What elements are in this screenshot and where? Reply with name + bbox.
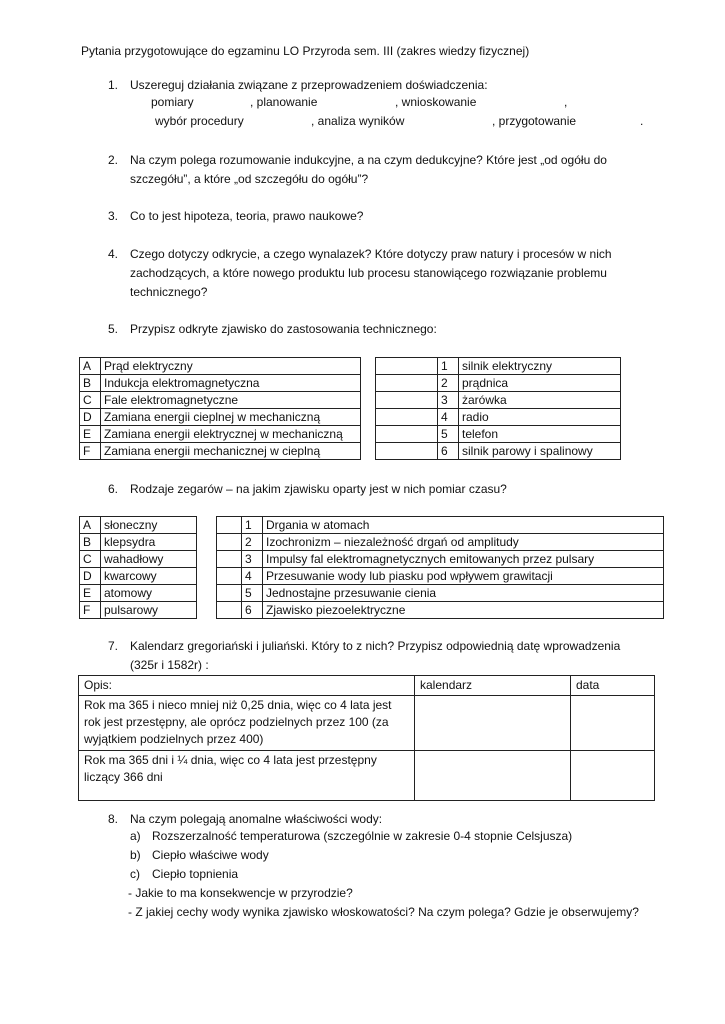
row-key: 2	[438, 375, 459, 392]
table-row	[79, 696, 655, 751]
row-value: Zjawisko piezoelektryczne	[263, 602, 664, 619]
table-row	[80, 409, 361, 426]
row-value: telefon	[459, 426, 621, 443]
question-text-line: Kalendarz gregoriański i juliański. Który to z nich? Przypisz odpowiednią datę wprowadzenia	[130, 639, 621, 653]
row-value: słoneczny	[101, 517, 197, 534]
table-row	[80, 551, 197, 568]
question-text-line: technicznego?	[130, 285, 208, 299]
row-value: Impulsy fal elektromagnetycznych emitowanych przez pulsary	[263, 551, 664, 568]
question-number: 4.	[108, 247, 119, 261]
blank-cell	[376, 358, 438, 375]
table-row	[80, 358, 361, 375]
question-number: 3.	[108, 209, 119, 223]
application-table	[375, 357, 621, 460]
question-number: 5.	[108, 322, 119, 336]
description-cell: Rok ma 365 i nieco mniej niż 0,25 dnia, więc co 4 lata jest rok jest przestępny, ale oprócz podzielnych przez 100 (za wyjątkiem podzielnych przez 400)	[79, 696, 415, 751]
row-key: 6	[438, 443, 459, 460]
calendar-answer-cell[interactable]	[415, 751, 571, 801]
q1-item-analysis: , analiza wyników	[311, 114, 405, 128]
row-value: Zamiana energii cieplnej w mechaniczną	[101, 409, 361, 426]
question-number: 2.	[108, 153, 119, 167]
blank-cell	[217, 517, 242, 534]
row-value: wahadłowy	[101, 551, 197, 568]
follow-up-question: - Jakie to ma konsekwencje w przyrodzie?	[128, 886, 353, 900]
question-text-line: Czego dotyczy odkrycie, a czego wynalazek? Które dotyczy praw natury i procesów w nich	[130, 247, 612, 261]
blank-cell	[217, 568, 242, 585]
table-row	[217, 568, 664, 585]
table-row	[80, 426, 361, 443]
table-row	[217, 602, 664, 619]
item-marker: b)	[130, 848, 141, 862]
column-header: Opis:	[79, 676, 415, 696]
row-value: Drgania w atomach	[263, 517, 664, 534]
row-key: A	[80, 517, 101, 534]
row-key: 5	[438, 426, 459, 443]
date-answer-cell[interactable]	[571, 696, 655, 751]
row-key: 3	[438, 392, 459, 409]
row-key: 2	[242, 534, 263, 551]
row-key: E	[80, 585, 101, 602]
blank-cell	[376, 375, 438, 392]
row-value: Zamiana energii mechanicznej w cieplną	[101, 443, 361, 460]
blank-cell	[376, 409, 438, 426]
row-value: żarówka	[459, 392, 621, 409]
table-row	[80, 568, 197, 585]
question-text-line: Na czym polega rozumowanie indukcyjne, a na czym dedukcyjne? Które jest „od ogółu do	[130, 153, 607, 167]
table-row	[80, 585, 197, 602]
item-text: Rozszerzalność temperaturowa (szczególnie w zakresie 0-4 stopnie Celsjusza)	[152, 829, 573, 843]
question-number: 8.	[108, 812, 119, 826]
blank-cell	[376, 392, 438, 409]
table-row	[376, 375, 621, 392]
table-row	[80, 534, 197, 551]
table-row	[217, 551, 664, 568]
row-key: F	[80, 602, 101, 619]
row-value: Izochronizm – niezależność drgań od amplitudy	[263, 534, 664, 551]
phenomenon-table	[216, 516, 664, 619]
table-row	[80, 517, 197, 534]
blank-cell	[217, 602, 242, 619]
q1-item-procedure: wybór procedury	[155, 114, 244, 128]
row-key: 5	[242, 585, 263, 602]
row-key: B	[80, 534, 101, 551]
row-value: Zamiana energii elektrycznej w mechaniczną	[101, 426, 361, 443]
question-text: Na czym polegają anomalne właściwości wody:	[130, 812, 383, 826]
column-header: data	[571, 676, 655, 696]
question-text: Przypisz odkryte zjawisko do zastosowania technicznego:	[130, 322, 437, 336]
row-value: radio	[459, 409, 621, 426]
row-value: Prąd elektryczny	[101, 358, 361, 375]
blank-cell	[217, 551, 242, 568]
table-row	[80, 392, 361, 409]
row-value: silnik parowy i spalinowy	[459, 443, 621, 460]
row-key: 6	[242, 602, 263, 619]
question-text: Co to jest hipoteza, teoria, prawo naukowe?	[130, 209, 364, 223]
row-value: klepsydra	[101, 534, 197, 551]
row-key: C	[80, 551, 101, 568]
row-value: pulsarowy	[101, 602, 197, 619]
q1-item-conclusions: , wnioskowanie	[395, 95, 477, 109]
q1-item-measurements: pomiary	[151, 95, 194, 109]
row-key: 4	[242, 568, 263, 585]
calendar-table	[78, 675, 655, 801]
question-text-line: zachodzących, a które nowego produktu lub procesu stanowiącego rozwiązanie problemu	[130, 266, 607, 280]
item-text: Ciepło topnienia	[152, 867, 239, 881]
table-row	[80, 375, 361, 392]
table-row	[217, 534, 664, 551]
item-marker: c)	[130, 867, 140, 881]
row-key: E	[80, 426, 101, 443]
question-text: Uszereguj działania związane z przeprowadzeniem doświadczenia:	[130, 78, 488, 92]
question-text-line: (325r i 1582r) :	[130, 658, 209, 672]
row-key: B	[80, 375, 101, 392]
row-key: A	[80, 358, 101, 375]
q1-item-comma: ,	[564, 95, 568, 109]
table-row	[217, 517, 664, 534]
blank-cell	[376, 426, 438, 443]
calendar-answer-cell[interactable]	[415, 696, 571, 751]
row-value: Fale elektromagnetyczne	[101, 392, 361, 409]
row-key: D	[80, 409, 101, 426]
q1-item-planning: , planowanie	[250, 95, 318, 109]
description-cell: Rok ma 365 dni i ¼ dnia, więc co 4 lata jest przestępny liczący 366 dni	[79, 751, 415, 801]
date-answer-cell[interactable]	[571, 751, 655, 801]
row-value: Przesuwanie wody lub piasku pod wpływem grawitacji	[263, 568, 664, 585]
q1-item-period: .	[640, 114, 644, 128]
document-title: Pytania przygotowujące do egzaminu LO Przyroda sem. III (zakres wiedzy fizycznej)	[81, 44, 530, 58]
row-value: atomowy	[101, 585, 197, 602]
table-header-row	[79, 676, 655, 696]
item-text: Ciepło właściwe wody	[152, 848, 269, 862]
question-text-line: szczegółu”, a które „od szczegółu do ogółu”?	[130, 172, 369, 186]
discovery-table	[79, 357, 361, 460]
row-key: 3	[242, 551, 263, 568]
question-text: Rodzaje zegarów – na jakim zjawisku oparty jest w nich pomiar czasu?	[130, 482, 507, 496]
table-row	[80, 443, 361, 460]
follow-up-question: - Z jakiej cechy wody wynika zjawisko włoskowatości? Na czym polega? Gdzie je obserwujemy?	[128, 905, 639, 919]
row-key: 1	[242, 517, 263, 534]
question-number: 7.	[108, 639, 119, 653]
row-key: 4	[438, 409, 459, 426]
table-row	[79, 751, 655, 801]
table-row	[376, 409, 621, 426]
blank-cell	[217, 534, 242, 551]
row-value: prądnica	[459, 375, 621, 392]
table-row	[80, 602, 197, 619]
clock-types-table	[79, 516, 197, 619]
blank-cell	[376, 443, 438, 460]
table-row	[376, 392, 621, 409]
row-value: Jednostajne przesuwanie cienia	[263, 585, 664, 602]
row-value: silnik elektryczny	[459, 358, 621, 375]
table-row	[217, 585, 664, 602]
table-row	[376, 426, 621, 443]
row-value: Indukcja elektromagnetyczna	[101, 375, 361, 392]
question-number: 1.	[108, 78, 119, 92]
blank-cell	[217, 585, 242, 602]
row-key: 1	[438, 358, 459, 375]
row-value: kwarcowy	[101, 568, 197, 585]
question-number: 6.	[108, 482, 119, 496]
item-marker: a)	[130, 829, 141, 843]
row-key: D	[80, 568, 101, 585]
row-key: F	[80, 443, 101, 460]
table-row	[376, 358, 621, 375]
table-row	[376, 443, 621, 460]
column-header: kalendarz	[415, 676, 571, 696]
q1-item-preparation: , przygotowanie	[492, 114, 577, 128]
row-key: C	[80, 392, 101, 409]
